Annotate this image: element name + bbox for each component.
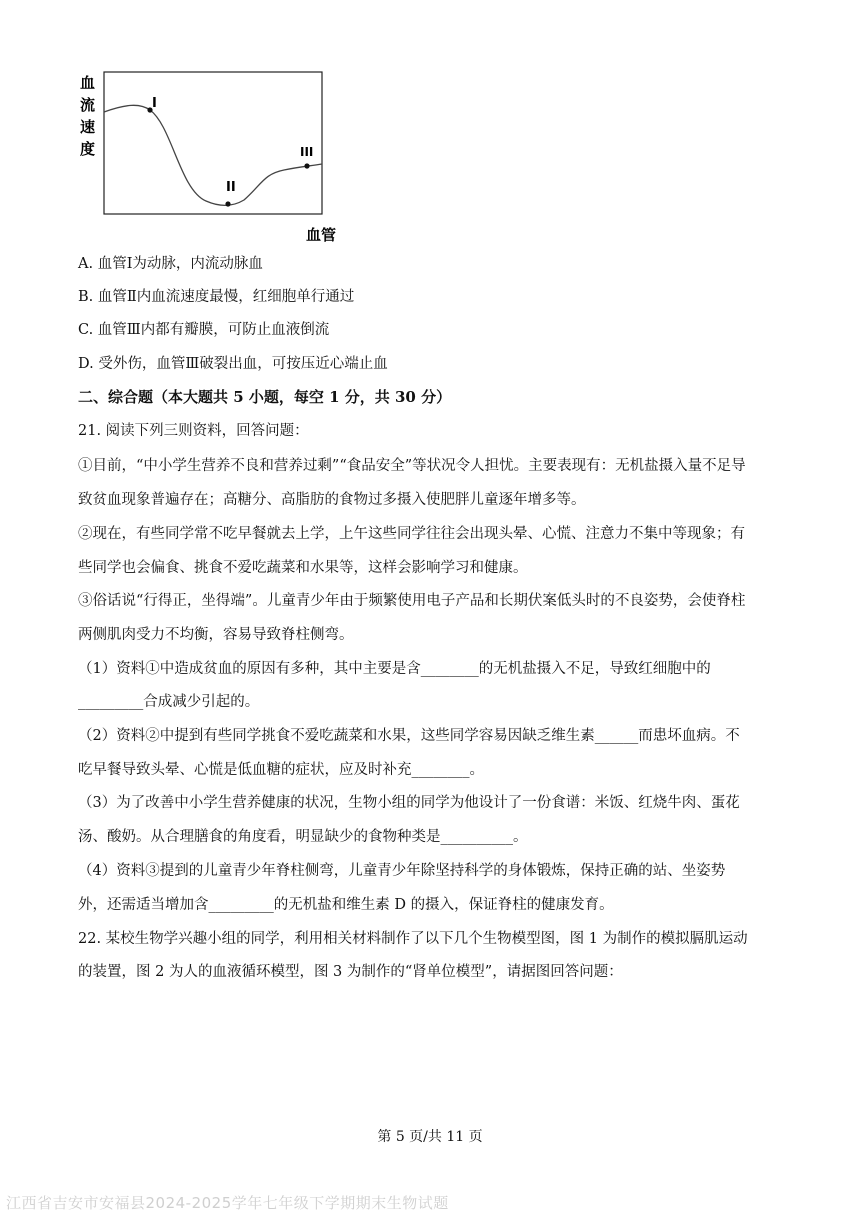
option-c: C. 血管Ⅲ内都有瓣膜，可防止血液倒流 bbox=[78, 322, 330, 338]
q21-material2-line1: ②现在，有些同学常不吃早餐就去上学，上午这些同学往往会出现头晕、心慌、注意力不集中等现象；有 bbox=[78, 526, 745, 542]
x-axis-label: 血管 bbox=[306, 226, 337, 244]
q21-sub4-line2: 外，还需适当增加含_________的无机盐和维生素 D 的摄入，保证脊柱的健康发育。 bbox=[78, 897, 614, 913]
q21-sub2-line1: （2）资料②中提到有些同学挑食不爱吃蔬菜和水果，这些同学容易因缺乏维生素______而患坏血病。不 bbox=[78, 728, 740, 744]
label-ii: II bbox=[226, 180, 236, 195]
option-a: A. 血管Ⅰ为动脉，内流动脉血 bbox=[78, 256, 263, 272]
option-b: B. 血管Ⅱ内血流速度最慢，红细胞单行通过 bbox=[78, 289, 355, 305]
q21-material1-line2: 致贫血现象普遍存在；高糖分、高脂肪的食物过多摄入使肥胖儿童逐年增多等。 bbox=[78, 492, 586, 508]
flow-curve bbox=[104, 105, 322, 205]
q21-material3-line2: 两侧肌肉受力不均衡，容易导致脊柱侧弯。 bbox=[78, 627, 354, 643]
blood-flow-figure bbox=[76, 70, 338, 246]
q21-sub2-line2: 吃早餐导致头晕、心慌是低血糖的症状，应及时补充________。 bbox=[78, 762, 484, 778]
q21-sub1-line1: （1）资料①中造成贫血的原因有多种，其中主要是含________的无机盐摄入不足，导致红细胞中的 bbox=[78, 661, 711, 677]
q21-material1-line1: ①目前，“中小学生营养不良和营养过剩”“食品安全”等状况令人担忧。主要表现有：无机盐摄入量不足导 bbox=[78, 458, 746, 474]
label-i: I bbox=[152, 96, 157, 111]
page-footer: 第 5 页/共 11 页 bbox=[377, 1129, 483, 1145]
plot-frame bbox=[104, 72, 322, 214]
q21-material2-line2: 些同学也会偏食、挑食不爱吃蔬菜和水果等，这样会影响学习和健康。 bbox=[78, 560, 528, 576]
section-heading: 二、综合题（本大题共 5 小题，每空 1 分，共 30 分） bbox=[78, 388, 452, 406]
q21-stem: 21. 阅读下列三则资料，回答问题： bbox=[78, 423, 309, 439]
y-axis-char: 度 bbox=[80, 140, 96, 158]
option-d: D. 受外伤，血管Ⅲ破裂出血，可按压近心端止血 bbox=[78, 356, 388, 372]
q22-line2: 的装置，图 2 为人的血液循环模型，图 3 为制作的“肾单位模型”，请据图回答问题： bbox=[78, 964, 623, 980]
point-ii bbox=[225, 201, 230, 206]
q21-sub3-line2: 汤、酸奶。从合理膳食的角度看，明显缺少的食物种类是__________。 bbox=[78, 829, 528, 845]
watermark: 江西省吉安市安福县2024-2025学年七年级下学期期末生物试题 bbox=[6, 1194, 449, 1212]
y-axis-char: 速 bbox=[80, 118, 96, 136]
y-axis-char: 血 bbox=[80, 74, 96, 92]
q22-line1: 22. 某校生物学兴趣小组的同学，利用相关材料制作了以下几个生物模型图，图 1 为制作的模拟膈肌运动 bbox=[78, 931, 748, 947]
y-axis-char: 流 bbox=[80, 96, 96, 114]
q21-sub3-line1: （3）为了改善中小学生营养健康的状况，生物小组的同学为他设计了一份食谱：米饭、红烧牛肉、蛋花 bbox=[78, 795, 740, 811]
q21-material3-line1: ③俗话说“行得正，坐得端”。儿童青少年由于频繁使用电子产品和长期伏案低头时的不良姿势，会使脊柱 bbox=[78, 593, 746, 609]
q21-sub4-line1: （4）资料③提到的儿童青少年脊柱侧弯，儿童青少年除坚持科学的身体锻炼，保持正确的站、坐姿势 bbox=[78, 863, 726, 879]
q21-sub1-line2: _________合成减少引起的。 bbox=[78, 694, 260, 710]
label-iii: III bbox=[300, 145, 314, 159]
point-iii bbox=[304, 163, 309, 168]
